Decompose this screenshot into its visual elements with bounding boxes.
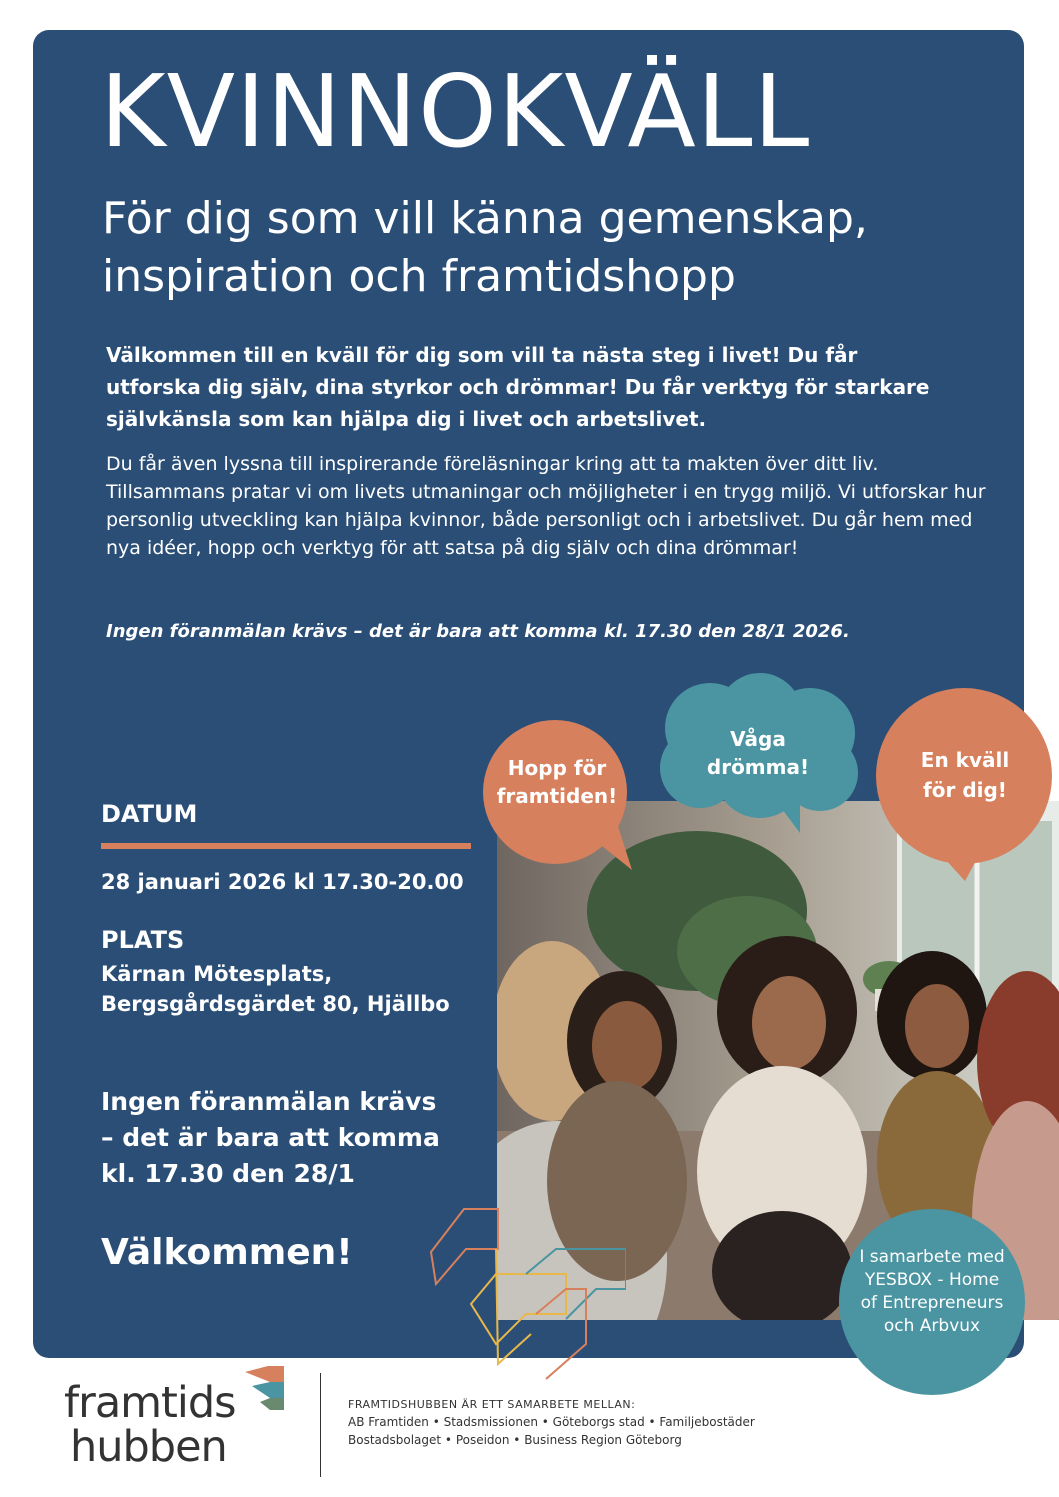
poster-title: KVINNOKVÄLL (100, 53, 811, 170)
hopp-line-2: framtiden! (496, 784, 618, 808)
vaga-line-2: drömma! (706, 755, 810, 779)
logo-text-line-1: framtids (64, 1378, 236, 1428)
partner-line-4: och Arbvux (883, 1316, 981, 1336)
plats-value (101, 959, 450, 1019)
logo-text-line-2: hubben (70, 1422, 227, 1472)
footer-heading: FRAMTIDSHUBBEN ÄR ETT SAMARBETE MELLAN: (348, 1398, 636, 1411)
subtitle-line-2: inspiration och framtidshopp (102, 251, 736, 302)
partner-line-2: YESBOX - Home (864, 1270, 1000, 1290)
decorative-arrows (426, 1204, 626, 1384)
partner-text (839, 1246, 1025, 1338)
plats-line-1: Kärnan Mötesplats, (101, 962, 333, 986)
plats-line-2: Bergsgårdsgärdet 80, Hjällbo (101, 992, 450, 1016)
datum-label: DATUM (101, 800, 198, 828)
intro-note-text: Ingen föranmälan krävs – det är bara att komma kl. 17.30 den 28/1 2026. (106, 621, 850, 642)
partner-line-3: of Entrepreneurs (860, 1293, 1004, 1313)
framtidshubben-logo-icon (240, 1364, 290, 1414)
vaga-line-1: Våga (730, 727, 786, 751)
partner-line-1: I samarbete med (859, 1247, 1005, 1267)
footer-partners-line-2: Bostadsbolaget • Poseidon • Business Region Göteborg (348, 1433, 682, 1447)
intro-bold-text: Välkommen till en kväll för dig som vill ta nästa steg i livet! Du får utforska dig själv, dina styrkor och drömmar! Du får verktyg för starkare självkänsla som kan hjälpa dig i livet och arbetslivet. (106, 343, 930, 431)
welcome-text: Välkommen! (101, 1232, 353, 1273)
kvall-line-2: för dig! (923, 778, 1007, 802)
speech-bubble-kvall (875, 688, 1055, 883)
noreg-line-1: Ingen föranmälan krävs (101, 1087, 437, 1116)
poster-subtitle (102, 190, 1002, 306)
footer-divider (320, 1373, 321, 1477)
footer-partners-line-1: AB Framtiden • Stadsmissionen • Göteborgs stad • Familjebostäder (348, 1415, 755, 1429)
subtitle-line-1: För dig som vill känna gemenskap, (102, 193, 868, 244)
intro-body-text: Du får även lyssna till inspirerande föreläsningar kring att ta makten över ditt liv. Tillsammans pratar vi om livets utmaningar och möjligheter i en trygg miljö. Vi utforskar hur personlig utveckling kan hjälpa kvinnor, både personligt och i arbetslivet. Du går hem med nya idéer, hopp och verktyg för att satsa på dig själv och dina drömmar! (106, 453, 986, 559)
datum-value: 28 januari 2026 kl 17.30-20.00 (101, 870, 464, 894)
noreg-line-2: – det är bara att komma (101, 1123, 440, 1152)
no-registration-text (101, 1084, 471, 1192)
noreg-line-3: kl. 17.30 den 28/1 (101, 1159, 355, 1188)
speech-bubble-hopp (472, 718, 642, 873)
datum-divider (101, 843, 471, 849)
plats-label: PLATS (101, 926, 185, 954)
kvall-line-1: En kväll (920, 748, 1010, 772)
hopp-line-1: Hopp för (507, 756, 607, 780)
speech-bubble-vaga (650, 673, 866, 833)
